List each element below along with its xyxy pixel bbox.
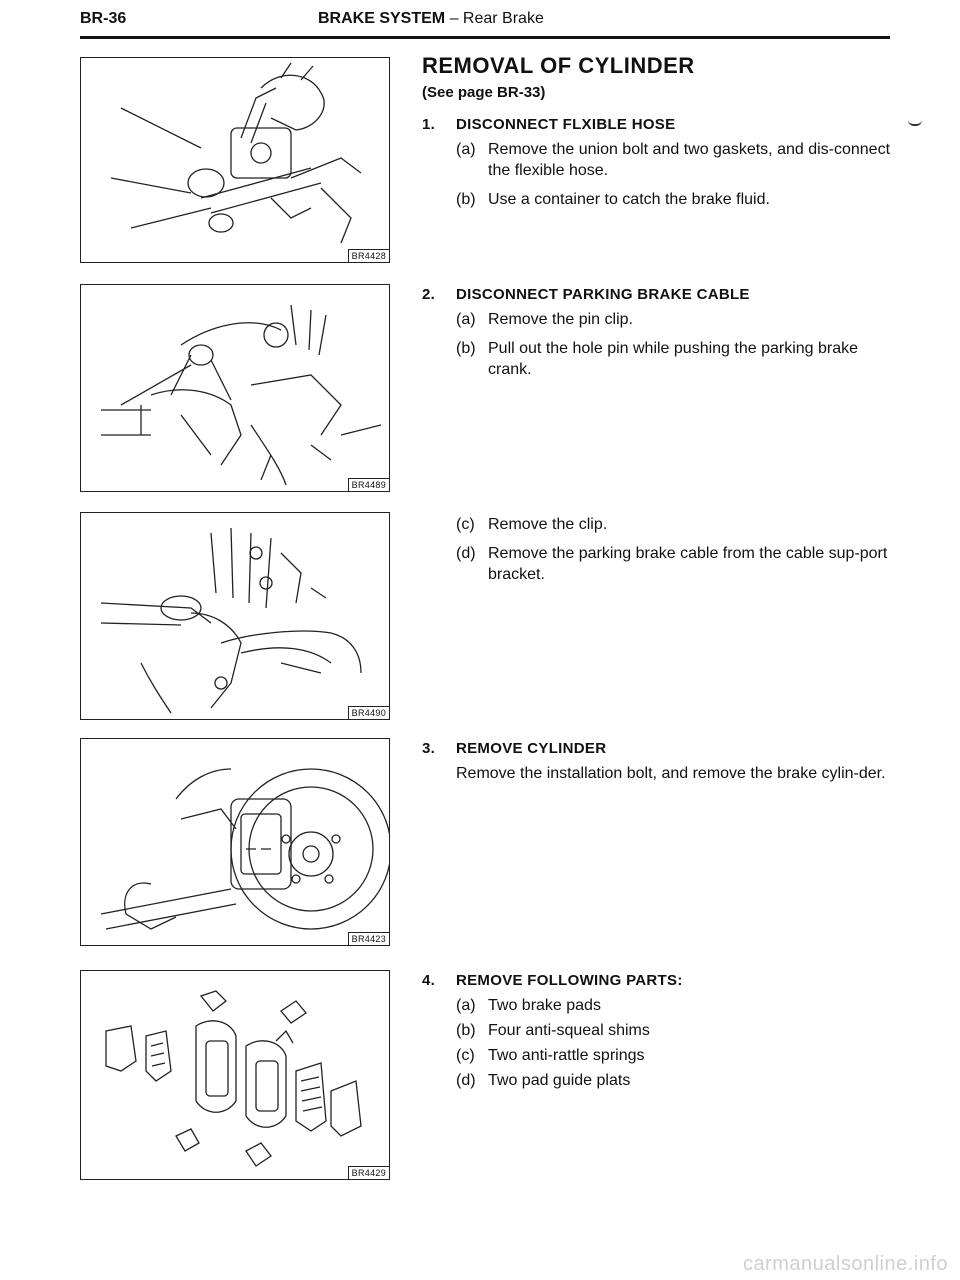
flare-nut-wrench-on-caliper-illustration xyxy=(81,58,390,263)
item-label: (a) xyxy=(456,311,476,328)
item-text: Use a container to catch the brake fluid. xyxy=(488,191,770,208)
step-3 xyxy=(422,738,902,784)
item-text: Remove the union bolt and two gaskets, and dis-connect the flexible hose. xyxy=(488,141,891,179)
item-text: Pull out the hole pin while pushing the parking brake crank. xyxy=(488,340,859,378)
figure-5 xyxy=(80,970,390,1180)
page-title-rest: – Rear Brake xyxy=(449,10,544,27)
figure-code: BR4490 xyxy=(348,706,389,719)
step-title: REMOVE CYLINDER xyxy=(456,740,607,757)
list-item xyxy=(456,338,902,380)
list-item xyxy=(456,514,902,535)
step-number: 4. xyxy=(422,972,436,989)
page-title xyxy=(318,10,544,28)
wrench-removing-caliper-illustration xyxy=(81,739,390,946)
see-page-reference: (See page BR-33) xyxy=(422,84,546,101)
page-title-bold: BRAKE SYSTEM xyxy=(318,10,446,27)
header-rule xyxy=(80,36,890,39)
item-text: Remove the clip. xyxy=(488,516,608,533)
item-label: (c) xyxy=(456,516,475,533)
item-text: Two pad guide plats xyxy=(488,1072,631,1089)
page-header xyxy=(80,6,890,36)
step-paragraph: Remove the installation bolt, and remove the brake cylin-der. xyxy=(456,765,886,782)
item-label: (b) xyxy=(456,191,476,208)
step-4 xyxy=(422,970,902,1091)
item-text: Two brake pads xyxy=(488,997,601,1014)
step-heading xyxy=(422,114,902,135)
list-item xyxy=(456,543,902,585)
figure-code: BR4429 xyxy=(348,1166,389,1179)
step-number: 3. xyxy=(422,740,436,757)
figure-code: BR4428 xyxy=(348,249,389,262)
step-2-continued xyxy=(422,510,902,585)
item-label: (d) xyxy=(456,1072,476,1089)
item-label: (c) xyxy=(456,1047,475,1064)
pliers-removing-pin-clip-illustration xyxy=(81,285,390,492)
step-title: REMOVE FOLLOWING PARTS: xyxy=(456,972,683,989)
step-heading xyxy=(422,284,902,305)
step-number: 2. xyxy=(422,286,436,303)
step-title: DISCONNECT PARKING BRAKE CABLE xyxy=(456,286,750,303)
figure-2 xyxy=(80,284,390,492)
list-item xyxy=(456,995,902,1016)
step-title: DISCONNECT FLXIBLE HOSE xyxy=(456,116,676,133)
page-number: BR-36 xyxy=(80,10,127,27)
item-label: (b) xyxy=(456,1022,476,1039)
item-text: Four anti-squeal shims xyxy=(488,1022,650,1039)
list-item xyxy=(456,139,902,181)
item-label: (a) xyxy=(456,141,476,158)
list-item xyxy=(456,189,902,210)
step-1 xyxy=(422,114,902,210)
step-heading xyxy=(422,970,902,991)
section-title: REMOVAL OF CYLINDER xyxy=(422,53,695,78)
step-number: 1. xyxy=(422,116,436,133)
figure-code: BR4423 xyxy=(348,932,389,945)
item-label: (b) xyxy=(456,340,476,357)
margin-mark xyxy=(908,120,922,126)
list-item xyxy=(456,1070,902,1091)
figure-4 xyxy=(80,738,390,946)
list-item xyxy=(456,309,902,330)
list-item xyxy=(456,1045,902,1066)
brake-pads-shims-springs-exploded-illustration xyxy=(81,971,390,1180)
footer-watermark: carmanualsonline.info xyxy=(742,1253,948,1275)
section-heading xyxy=(422,55,902,103)
figure-1 xyxy=(80,57,390,263)
item-text: Two anti-rattle springs xyxy=(488,1047,645,1064)
step-heading xyxy=(422,738,902,759)
step-2 xyxy=(422,284,902,380)
item-label: (a) xyxy=(456,997,476,1014)
parking-brake-cable-bracket-illustration xyxy=(81,513,390,720)
figure-3 xyxy=(80,512,390,720)
item-text: Remove the parking brake cable from the cable sup-port bracket. xyxy=(488,545,888,583)
figure-code: BR4489 xyxy=(348,478,389,491)
item-label: (d) xyxy=(456,545,476,562)
list-item xyxy=(456,1020,902,1041)
item-text: Remove the pin clip. xyxy=(488,311,633,328)
